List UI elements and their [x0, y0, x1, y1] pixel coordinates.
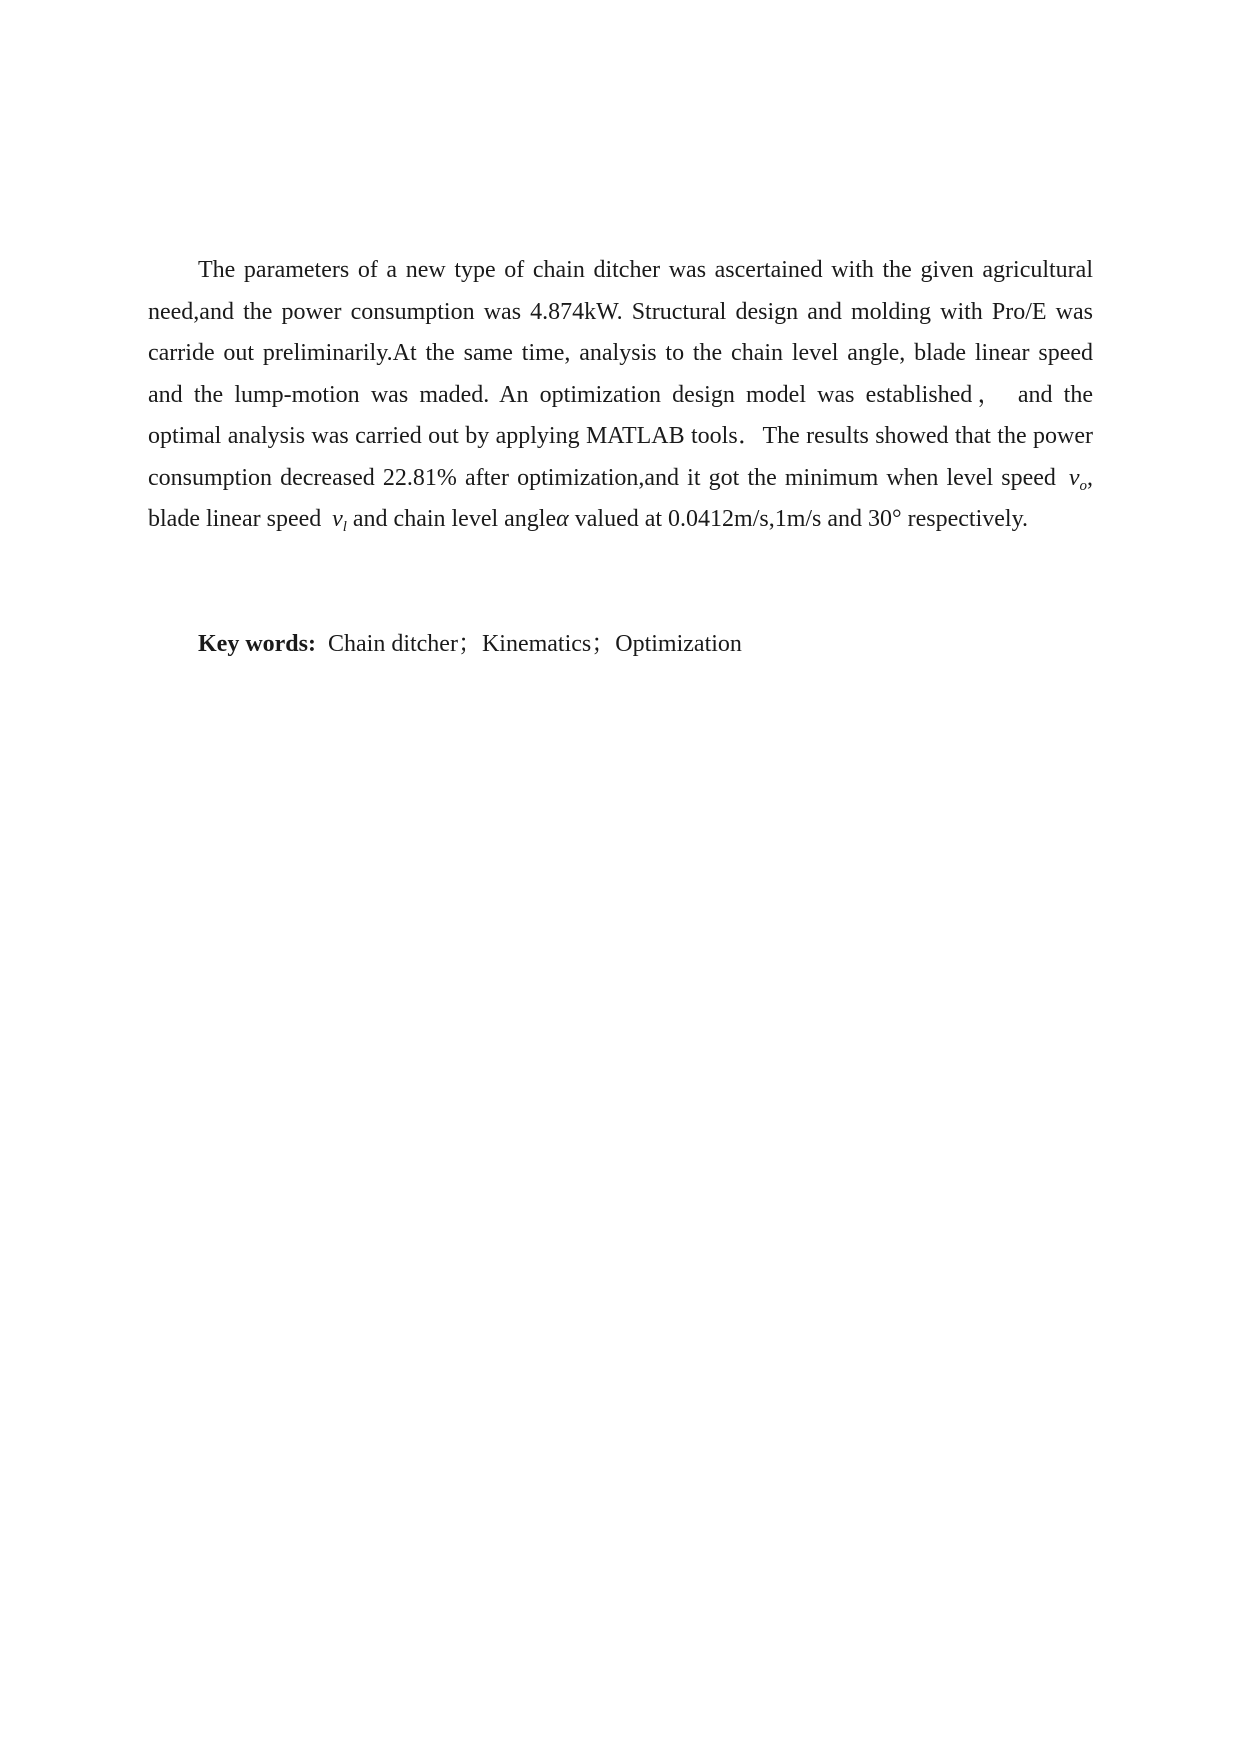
blade-speed-subscript: l	[342, 519, 347, 535]
blade-speed-variable: v	[332, 506, 343, 532]
abstract-text-part-4: valued at 0.0412m/s,1m/s and 30° respectively.	[568, 506, 1029, 532]
keywords-label: Key words:	[198, 631, 316, 657]
abstract-text-part-3: and chain level angle	[346, 506, 557, 532]
keywords-line	[198, 624, 742, 665]
level-speed-symbol	[1064, 464, 1087, 494]
keyword-item: Kinematics；	[481, 631, 616, 657]
blade-speed-symbol	[327, 506, 347, 535]
keyword-item: Optimization	[615, 631, 742, 657]
level-speed-variable: v	[1068, 464, 1080, 491]
chain-angle-symbol: α	[556, 506, 569, 532]
abstract-paragraph	[148, 250, 1093, 541]
level-speed-subscript: o	[1079, 477, 1087, 494]
keyword-item: Chain ditcher；	[327, 631, 482, 657]
abstract-text-part-2: , blade linear speed	[148, 464, 1093, 532]
abstract-text-part-1: The parameters of a new type of chain ditcher was ascertained with the given agricultural need,and the power consumption was 4.874kW. Structural design and molding with Pro/E was carride out preliminarily.At the same time, analysis to the chain level angle, blade linear speed and the lump-motion was maded. An optimization design model was established， and the optimal analysis was carried out by applying MATLAB tools．The results showed that the power consumption decreased 22.81% after optimization,and it got the minimum when level speed	[148, 257, 1093, 491]
